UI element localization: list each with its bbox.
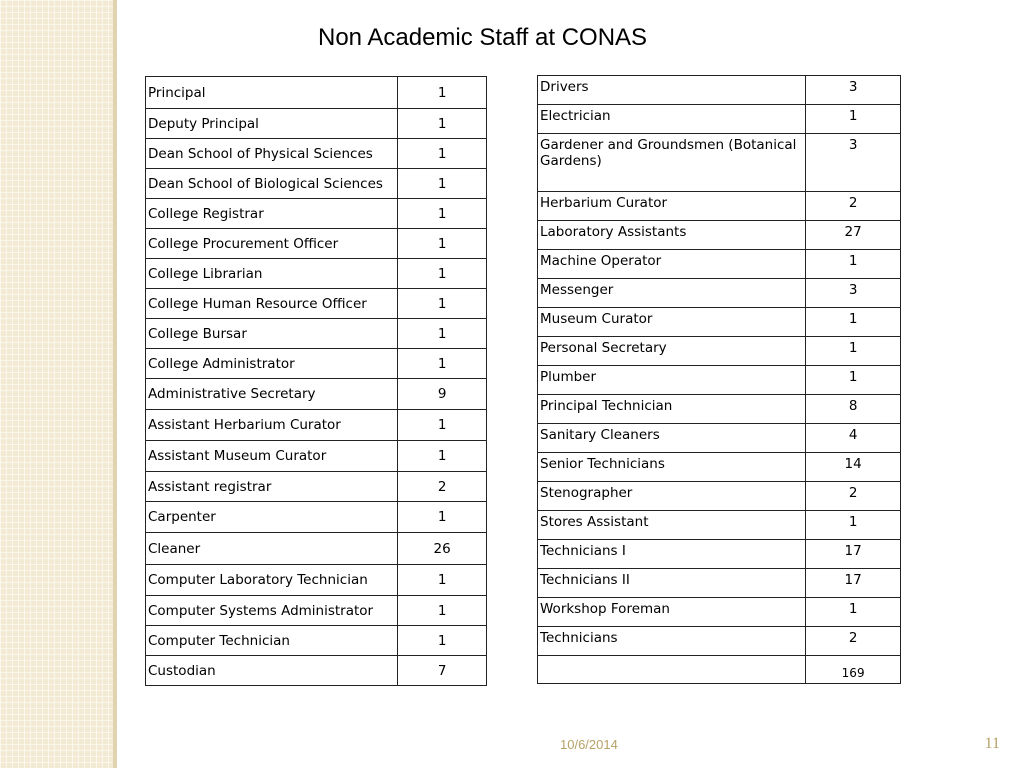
table-row [146,565,487,596]
count-cell: 1 [398,229,487,259]
role-cell: Stenographer [538,482,806,511]
table-row [146,259,487,289]
count-cell: 3 [806,134,901,192]
role-cell: Technicians I [538,540,806,569]
table-row [146,77,487,109]
total-count-cell: 169 [806,656,901,684]
footer-date: 10/6/2014 [560,737,618,752]
table-row [538,192,901,221]
role-cell: Machine Operator [538,250,806,279]
role-cell: Herbarium Curator [538,192,806,221]
table-row [146,472,487,502]
count-cell: 3 [806,279,901,308]
table-row [538,424,901,453]
count-cell: 1 [806,337,901,366]
count-cell: 1 [398,259,487,289]
role-cell: Computer Laboratory Technician [146,565,398,596]
table-row [146,502,487,533]
count-cell: 1 [398,410,487,441]
table-row [538,453,901,482]
role-cell: Assistant Museum Curator [146,441,398,472]
count-cell: 1 [398,319,487,349]
count-cell: 1 [806,308,901,337]
role-cell: Laboratory Assistants [538,221,806,250]
role-cell: Technicians II [538,569,806,598]
role-cell: Assistant Herbarium Curator [146,410,398,441]
count-cell: 2 [398,472,487,502]
role-cell: College Administrator [146,349,398,379]
table-row [146,626,487,656]
count-cell: 1 [398,109,487,139]
role-cell: Computer Systems Administrator [146,596,398,626]
role-cell: Electrician [538,105,806,134]
role-cell: Deputy Principal [146,109,398,139]
table-row [538,308,901,337]
role-cell: Administrative Secretary [146,379,398,410]
slide-title: Non Academic Staff at CONAS [318,24,648,51]
role-cell: Drivers [538,76,806,105]
count-cell: 3 [806,76,901,105]
count-cell: 1 [398,199,487,229]
count-cell: 1 [806,250,901,279]
total-label-cell [538,656,806,684]
table-row [146,410,487,441]
count-cell: 1 [398,441,487,472]
staff-table-right [537,75,901,684]
page-number: 11 [984,735,1000,752]
table-row [538,511,901,540]
role-cell: Gardener and Groundsmen (Botanical Gardens) [538,134,806,192]
role-cell: Stores Assistant [538,511,806,540]
role-cell: Senior Technicians [538,453,806,482]
table-row [538,540,901,569]
table-row [538,482,901,511]
role-cell: Messenger [538,279,806,308]
table-row [538,337,901,366]
table-row [146,139,487,169]
table-row [538,366,901,395]
role-cell: Computer Technician [146,626,398,656]
table-row [146,533,487,565]
count-cell: 1 [398,77,487,109]
sidebar-edge [113,0,117,768]
table-row [146,169,487,199]
role-cell: Dean School of Physical Sciences [146,139,398,169]
role-cell: College Human Resource Officer [146,289,398,319]
role-cell: Assistant registrar [146,472,398,502]
count-cell: 8 [806,395,901,424]
table-row [146,349,487,379]
role-cell: Cleaner [146,533,398,565]
table-row [538,598,901,627]
role-cell: Carpenter [146,502,398,533]
role-cell: Principal Technician [538,395,806,424]
table-row [538,105,901,134]
count-cell: 1 [806,366,901,395]
role-cell: Plumber [538,366,806,395]
count-cell: 2 [806,482,901,511]
role-cell: Workshop Foreman [538,598,806,627]
table-row [538,250,901,279]
count-cell: 17 [806,540,901,569]
role-cell: Principal [146,77,398,109]
table-row [146,199,487,229]
table-row [538,221,901,250]
role-cell: Sanitary Cleaners [538,424,806,453]
count-cell: 1 [398,349,487,379]
count-cell: 1 [398,565,487,596]
count-cell: 9 [398,379,487,410]
count-cell: 26 [398,533,487,565]
count-cell: 14 [806,453,901,482]
count-cell: 1 [398,289,487,319]
role-cell: Museum Curator [538,308,806,337]
table-row [538,134,901,192]
count-cell: 17 [806,569,901,598]
count-cell: 7 [398,656,487,686]
table-row [146,109,487,139]
table-row [146,379,487,410]
count-cell: 2 [806,627,901,656]
role-cell: Technicians [538,627,806,656]
count-cell: 1 [806,105,901,134]
role-cell: College Bursar [146,319,398,349]
table-row [538,76,901,105]
count-cell: 1 [398,626,487,656]
table-row [146,656,487,686]
count-cell: 1 [398,169,487,199]
role-cell: Dean School of Biological Sciences [146,169,398,199]
count-cell: 4 [806,424,901,453]
count-cell: 1 [806,511,901,540]
role-cell: Personal Secretary [538,337,806,366]
decorative-sidebar [0,0,113,768]
table-row [538,569,901,598]
count-cell: 1 [806,598,901,627]
table-row [146,441,487,472]
role-cell: College Procurement Officer [146,229,398,259]
count-cell: 1 [398,596,487,626]
table-row [146,319,487,349]
table-row [538,627,901,656]
staff-table-left [145,76,487,686]
role-cell: Custodian [146,656,398,686]
count-cell: 1 [398,139,487,169]
table-row [538,395,901,424]
total-row [538,656,901,684]
role-cell: College Registrar [146,199,398,229]
role-cell: College Librarian [146,259,398,289]
table-row [538,279,901,308]
table-row [146,229,487,259]
table-row [146,289,487,319]
count-cell: 27 [806,221,901,250]
table-row [146,596,487,626]
count-cell: 2 [806,192,901,221]
count-cell: 1 [398,502,487,533]
